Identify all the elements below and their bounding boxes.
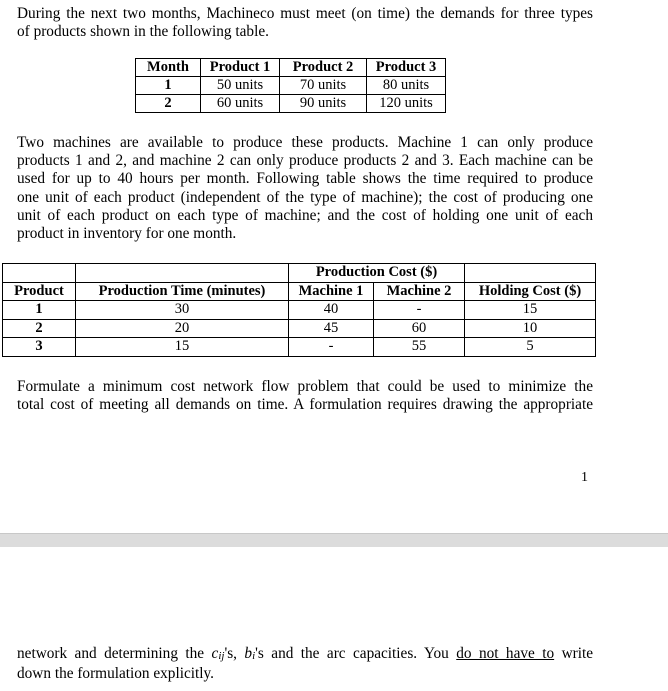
demand-header-product-3: Product 3: [367, 59, 446, 77]
bi-subscript: i: [252, 650, 256, 662]
demand-header-month: Month: [136, 59, 201, 77]
cost-cell: -: [374, 301, 465, 320]
cost-cell: 20: [76, 319, 289, 338]
cost-header-product: Product: [3, 282, 76, 301]
cost-table-header-row: [3, 282, 596, 301]
demand-cell: 120 units: [367, 95, 446, 113]
cost-cell: -: [289, 338, 374, 357]
bi-symbol: b: [244, 645, 253, 662]
page-number: 1: [581, 470, 588, 485]
machines-line: unit of each product on each type of machine; and the cost of holding one unit of each: [17, 206, 593, 224]
cost-cell: 60: [374, 319, 465, 338]
intro-line-2: of products shown in the following table.: [17, 23, 269, 41]
formulate-line-2: total cost of meeting all demands on time. A formulation requires drawing the appropriate: [17, 396, 593, 414]
demand-cell-month: 1: [136, 77, 201, 95]
demand-table: [135, 58, 446, 113]
cost-cell: 15: [465, 301, 596, 320]
underlined-phrase: do not have to: [456, 645, 555, 662]
cost-cell: 15: [76, 338, 289, 357]
formulate-paragraph: [17, 378, 593, 414]
demand-table-row: [136, 95, 446, 113]
cost-header-machine-2: Machine 2: [374, 282, 465, 301]
demand-cell-month: 2: [136, 95, 201, 113]
continuation-text: 's and the arc capacities. You: [255, 645, 457, 662]
machines-paragraph: [17, 134, 593, 243]
cost-cell: 55: [374, 338, 465, 357]
cost-header-production-time: Production Time (minutes): [76, 282, 289, 301]
continuation-text: 's,: [224, 645, 245, 662]
demand-table-header-row: [136, 59, 446, 77]
cost-header-holding-cost: Holding Cost ($): [465, 282, 596, 301]
cost-cell-product: 2: [3, 319, 76, 338]
formulate-line-1: Formulate a minimum cost network flow problem that could be used to minimize the: [17, 378, 593, 395]
cost-cell: 5: [465, 338, 596, 357]
cij-symbol: c: [211, 645, 219, 662]
machines-line: used for up to 40 hours per month. Following table shows the time required to produce: [17, 170, 593, 188]
demand-cell: 80 units: [367, 77, 446, 95]
intro-line-1: During the next two months, Machineco must meet (on time) the demands for three types: [17, 5, 593, 22]
cost-table-row: [3, 338, 596, 357]
machines-line: product in inventory for one month.: [17, 225, 237, 243]
cost-cell-product: 1: [3, 301, 76, 320]
machines-line: Two machines are available to produce these products. Machine 1 can only produce: [17, 134, 593, 151]
cost-table: [2, 263, 596, 357]
machines-line: one unit of each product (independent of the type of machine); the cost of producing one: [17, 188, 593, 206]
demand-cell: 60 units: [201, 95, 280, 113]
cost-cell: 10: [465, 319, 596, 338]
demand-table-row: [136, 77, 446, 95]
cost-table-row: [3, 301, 596, 320]
cost-table-row: [3, 319, 596, 338]
cost-group-empty: [76, 264, 289, 283]
cost-cell: 30: [76, 301, 289, 320]
demand-cell: 70 units: [280, 77, 367, 95]
intro-paragraph: [17, 5, 593, 41]
demand-header-product-2: Product 2: [280, 59, 367, 77]
cij-subscript: ij: [218, 650, 225, 662]
continuation-text: network and determining the: [17, 645, 212, 662]
cost-group-empty: [465, 264, 596, 283]
cost-cell: 40: [289, 301, 374, 320]
cost-group-empty: [3, 264, 76, 283]
demand-header-product-1: Product 1: [201, 59, 280, 77]
page-break-divider: [0, 533, 668, 547]
continuation-line-1: [17, 645, 593, 665]
continuation-paragraph: [17, 645, 593, 683]
cost-cell: 45: [289, 319, 374, 338]
machines-line: products 1 and 2, and machine 2 can only produce products 2 and 3. Each machine can be: [17, 152, 593, 170]
demand-cell: 50 units: [201, 77, 280, 95]
continuation-line-2: down the formulation explicitly.: [17, 665, 214, 683]
cost-header-machine-1: Machine 1: [289, 282, 374, 301]
production-cost-group-header: Production Cost ($): [289, 264, 465, 283]
demand-cell: 90 units: [280, 95, 367, 113]
continuation-text: write: [554, 645, 593, 662]
cost-cell-product: 3: [3, 338, 76, 357]
cost-table-group-row: [3, 264, 596, 283]
